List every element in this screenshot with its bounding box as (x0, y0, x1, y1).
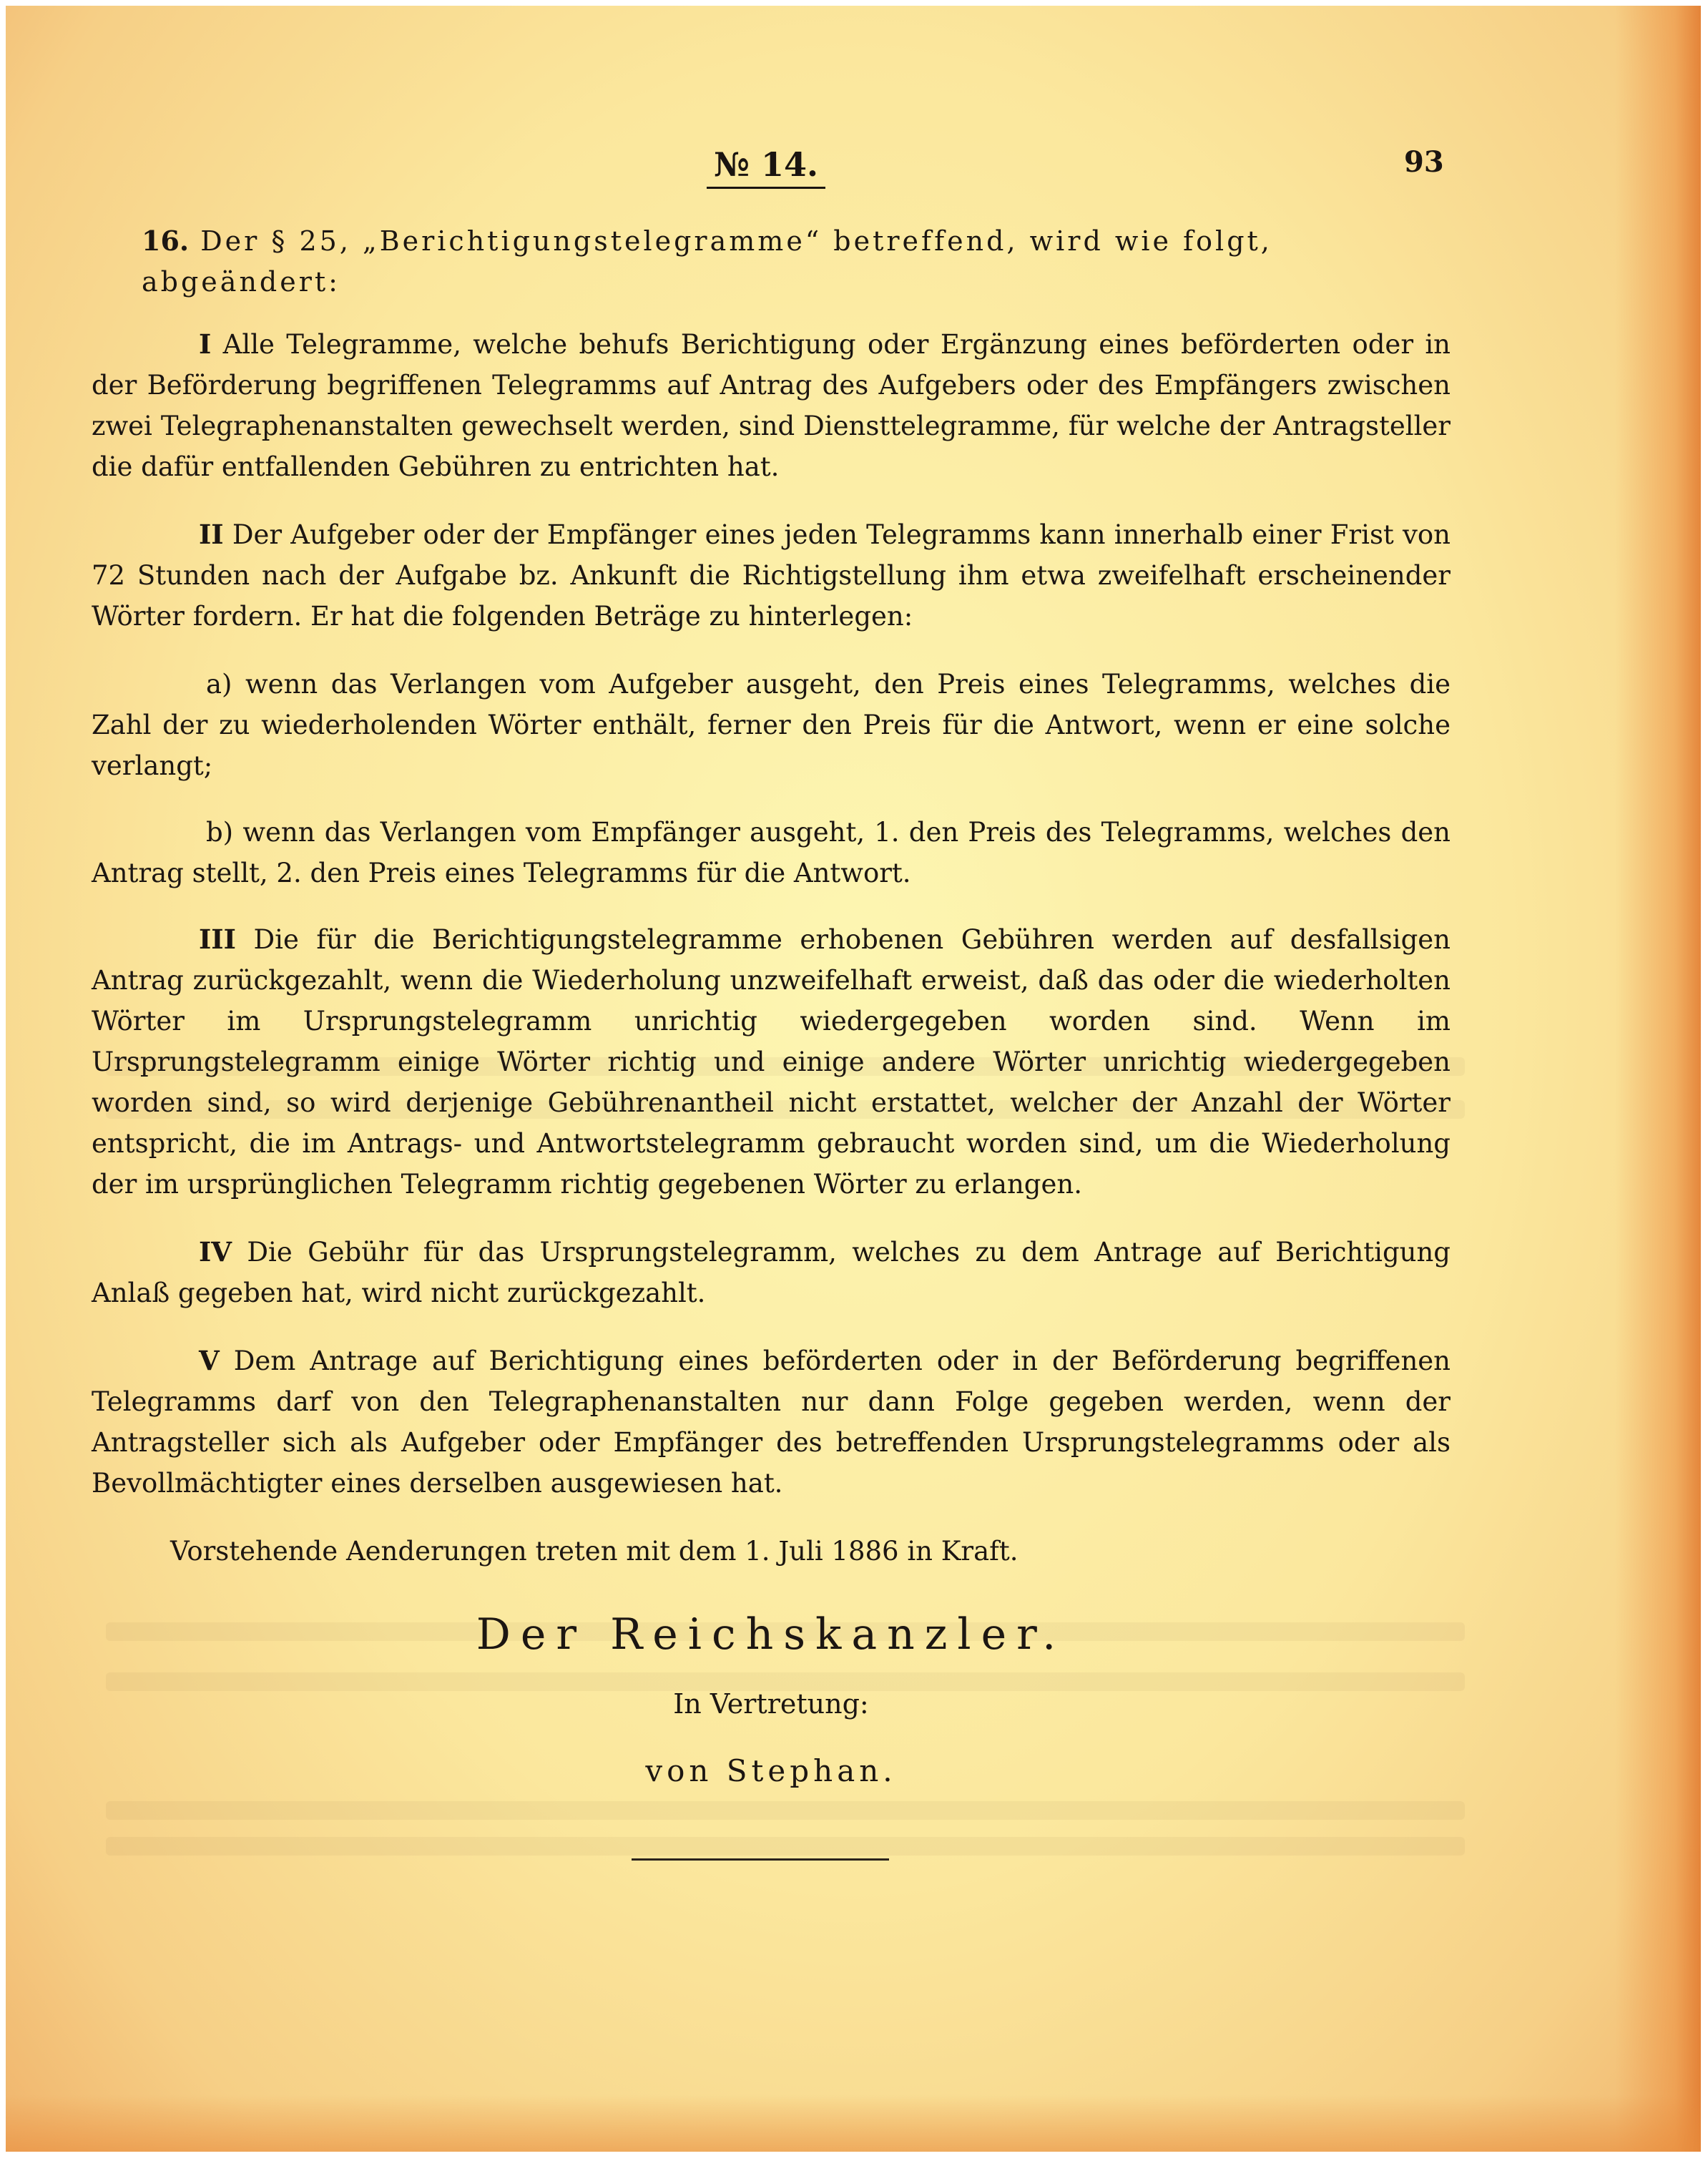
paragraph-ii (92, 514, 1451, 637)
issue-number: № 14. (707, 145, 825, 189)
paragraph-text: Dem Antrage auf Berichtigung eines beförderten oder in der Beförderung begriffenen Telegramms darf von den Telegraphenanstalten nur dann Folge gegeben werden, wenn der Antragsteller sich als Aufgeber oder Empfänger des betreffenden Ursprungstelegramms oder als Bevollmächtigter eines derselben ausgewiesen hat. (92, 1346, 1451, 1499)
section-heading (142, 220, 1451, 303)
paragraph-iii (92, 919, 1451, 1205)
page-header (6, 145, 1701, 188)
paragraph-iv (92, 1232, 1451, 1313)
bleed-through-text (106, 1801, 1465, 1820)
paragraph-lead: I (199, 328, 212, 360)
sub-item-label: a) (206, 669, 232, 700)
sub-item-a (92, 664, 1451, 786)
signature-name: von Stephan. (645, 1753, 897, 1788)
paragraph-i (92, 324, 1451, 487)
sub-item-b (92, 812, 1451, 893)
sub-item-text: wenn das Verlangen vom Aufgeber ausgeht, den Preis eines Telegramms, welches die Zahl der zu wiederholenden Wörter enthält, ferner den Preis für die Antwort, wenn er eine solche verlangt; (92, 669, 1451, 781)
signature-deputy-line: In Vertretung: (673, 1688, 869, 1720)
bleed-through-text (106, 1837, 1465, 1856)
horizontal-rule (632, 1858, 889, 1861)
aged-edge-right (1615, 6, 1701, 2152)
document-body (92, 220, 1451, 1791)
paragraph-lead: II (199, 519, 224, 550)
sub-item-text: wenn das Verlangen vom Empfänger ausgeht, 1. den Preis des Telegramms, welches den Antrag stellt, 2. den Preis eines Telegramms für die Antwort. (92, 817, 1451, 888)
sub-item-label: b) (206, 817, 234, 848)
section-number: 16. (142, 225, 190, 257)
aged-edge-bottom (6, 2094, 1701, 2152)
section-heading-text: Der § 25, „Berichtigungstelegramme“ betreffend, wird wie folgt, abgeändert: (142, 225, 1272, 298)
closing-statement: Vorstehende Aenderungen treten mit dem 1. Juli 1886 in Kraft. (170, 1536, 1019, 1567)
paragraph-text: Die für die Berichtigungstelegramme erhobenen Gebühren werden auf desfallsigen Antrag zurückgezahlt, wenn die Wiederholung unzweifelhaft erweist, daß das oder die wiederholten Wörter im Ursprungstelegramm unrichtig wiedergegeben worden sind. Wenn im Ursprungstelegramm einige Wörter richtig und einige andere Wörter unrichtig wiedergegeben worden sind, so wird derjenige Gebührenantheil nicht erstattet, welcher der Anzahl der Wörter entspricht, die im Antrags- und Antwortstelegramm gebraucht worden sind, um die Wiederholung der im ursprünglichen Telegramm richtig gegebenen Wörter zu erlangen. (92, 924, 1451, 1200)
signature-title: Der Reichskanzler. (476, 1609, 1066, 1660)
paragraph-lead: V (199, 1345, 220, 1376)
paragraph-v (92, 1341, 1451, 1504)
paragraph-lead: IV (199, 1236, 232, 1268)
document-page (6, 6, 1701, 2152)
page-number: 93 (1404, 145, 1444, 179)
paragraph-text: Alle Telegramme, welche behufs Berichtigung oder Ergänzung eines beförderten oder in der Beförderung begriffenen Telegramms auf Antrag des Aufgebers oder des Empfängers zwischen zwei Telegraphenanstalten gewechselt werden, sind Diensttelegramme, für welche der Antragsteller die dafür entfallenden Gebühren zu entrichten hat. (92, 329, 1451, 482)
paragraph-text: Die Gebühr für das Ursprungstelegramm, welches zu dem Antrage auf Berichtigung Anlaß gegeben hat, wird nicht zurückgezahlt. (92, 1237, 1451, 1308)
paragraph-text: Der Aufgeber oder der Empfänger eines jeden Telegramms kann innerhalb einer Frist von 72 Stunden nach der Aufgabe bz. Ankunft die Richtigstellung ihm etwa zweifelhaft erscheinender Wörter fordern. Er hat die folgenden Beträge zu hinterlegen: (92, 519, 1451, 632)
paragraph-lead: III (199, 923, 236, 955)
